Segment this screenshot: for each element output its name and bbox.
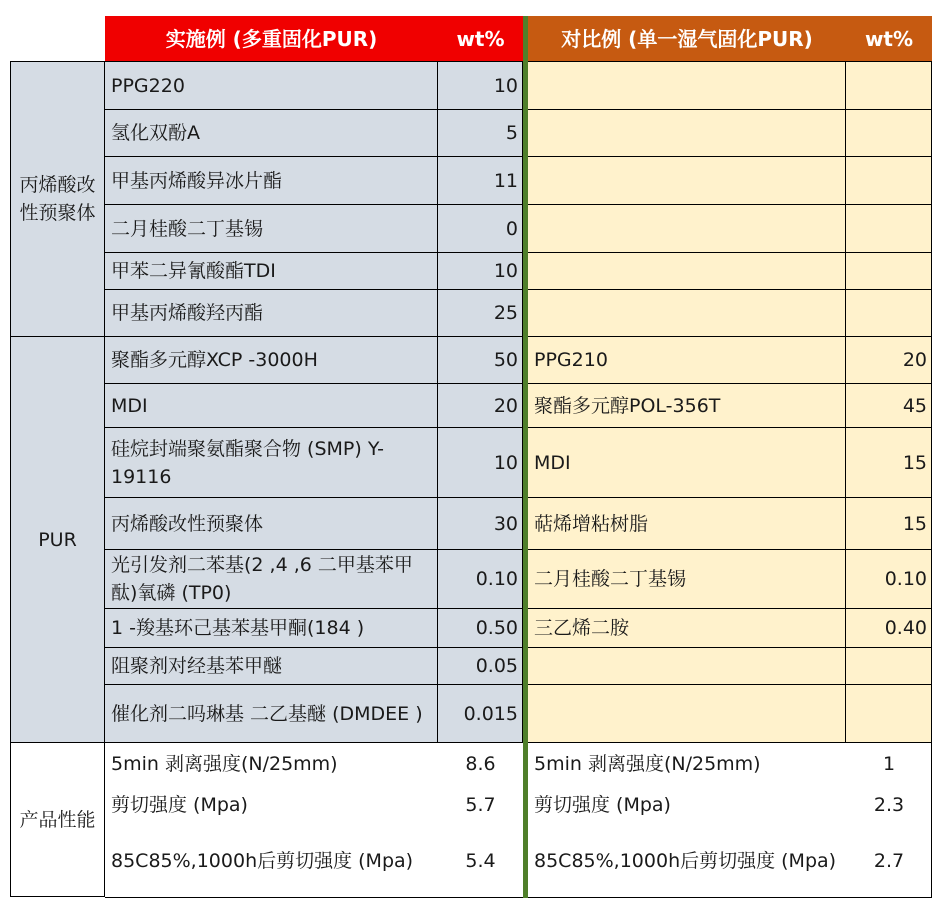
left-performance-value: 8.6 xyxy=(438,743,523,785)
left-component-value: 11 xyxy=(438,157,523,205)
left-component-name: MDI xyxy=(105,384,438,428)
left-component-value: 10 xyxy=(438,428,523,498)
left-performance-name: 85C85%,1000h后剪切强度 (Mpa) xyxy=(105,825,438,897)
left-component-name: 阻聚剂对经基苯甲醚 xyxy=(105,648,438,685)
right-performance-name: 剪切强度 (Mpa) xyxy=(528,785,846,825)
right-component-name: 萜烯增粘树脂 xyxy=(528,498,846,550)
left-component-value: 0.50 xyxy=(438,609,523,648)
right-performance-value: 1 xyxy=(846,743,932,785)
right-empty-name-cell xyxy=(528,685,846,743)
left-component-value: 10 xyxy=(438,253,523,290)
right-component-name: PPG210 xyxy=(528,337,846,384)
right-empty-name-cell xyxy=(528,648,846,685)
left-component-value: 0.05 xyxy=(438,648,523,685)
right-component-value: 0.40 xyxy=(846,609,932,648)
left-performance-value: 5.4 xyxy=(438,825,523,897)
group-label-pur: PUR xyxy=(10,337,105,743)
right-performance-name: 5min 剥离强度(N/25mm) xyxy=(528,743,846,785)
right-empty-value-cell xyxy=(846,157,932,205)
right-outer-border xyxy=(931,61,932,898)
left-component-name: 光引发剂二苯基(2 ,4 ,6 二甲基苯甲酞)氧磷 (TP0) xyxy=(105,550,438,609)
right-component-name: 聚酯多元醇POL-356T xyxy=(528,384,846,428)
right-component-value: 15 xyxy=(846,498,932,550)
right-empty-value-cell xyxy=(846,253,932,290)
right-component-name: MDI xyxy=(528,428,846,498)
right-empty-name-cell xyxy=(528,253,846,290)
right-performance-value: 2.3 xyxy=(846,785,932,825)
left-component-name: 氢化双酚A xyxy=(105,110,438,157)
left-component-value: 30 xyxy=(438,498,523,550)
left-performance-name: 5min 剥离强度(N/25mm) xyxy=(105,743,438,785)
right-component-value: 45 xyxy=(846,384,932,428)
right-empty-name-cell xyxy=(528,290,846,337)
right-empty-value-cell xyxy=(846,110,932,157)
right-empty-name-cell xyxy=(528,205,846,253)
left-unit-header: wt% xyxy=(438,16,523,61)
right-empty-value-cell xyxy=(846,685,932,743)
right-empty-value-cell xyxy=(846,61,932,110)
right-component-value: 15 xyxy=(846,428,932,498)
right-component-name: 二月桂酸二丁基锡 xyxy=(528,550,846,609)
left-component-value: 50 xyxy=(438,337,523,384)
right-empty-value-cell xyxy=(846,290,932,337)
bottom-border xyxy=(105,897,932,898)
left-component-value: 20 xyxy=(438,384,523,428)
group-label-performance: 产品性能 xyxy=(10,743,105,897)
right-empty-name-cell xyxy=(528,61,846,110)
right-performance-value: 2.7 xyxy=(846,825,932,897)
right-component-name: 三乙烯二胺 xyxy=(528,609,846,648)
right-empty-name-cell xyxy=(528,157,846,205)
right-empty-name-cell xyxy=(528,110,846,157)
right-empty-value-cell xyxy=(846,648,932,685)
right-component-value: 20 xyxy=(846,337,932,384)
green-divider xyxy=(523,16,528,898)
left-component-name: PPG220 xyxy=(105,61,438,110)
right-unit-header: wt% xyxy=(846,16,932,61)
left-component-value: 25 xyxy=(438,290,523,337)
left-performance-name: 剪切强度 (Mpa) xyxy=(105,785,438,825)
right-empty-value-cell xyxy=(846,205,932,253)
left-component-value: 5 xyxy=(438,110,523,157)
left-component-value: 0 xyxy=(438,205,523,253)
left-component-name: 催化剂二吗琳基 二乙基醚 (DMDEE ) xyxy=(105,685,438,743)
left-component-name: 1 -羧基环己基苯基甲酮(184 ) xyxy=(105,609,438,648)
left-component-name: 甲基丙烯酸羟丙酯 xyxy=(105,290,438,337)
group-label-prepolymer: 丙烯酸改性预聚体 xyxy=(10,61,105,337)
left-performance-value: 5.7 xyxy=(438,785,523,825)
left-component-name: 甲苯二异氰酸酯TDI xyxy=(105,253,438,290)
left-component-value: 0.015 xyxy=(438,685,523,743)
right-component-value: 0.10 xyxy=(846,550,932,609)
left-component-name: 丙烯酸改性预聚体 xyxy=(105,498,438,550)
right-table-title: 对比例 (单一湿气固化PUR) xyxy=(528,16,846,61)
left-component-name: 二月桂酸二丁基锡 xyxy=(105,205,438,253)
left-component-name: 硅烷封端聚氨酯聚合物 (SMP) Y-19116 xyxy=(105,428,438,498)
right-performance-name: 85C85%,1000h后剪切强度 (Mpa) xyxy=(528,825,846,897)
left-component-name: 聚酯多元醇XCP -3000H xyxy=(105,337,438,384)
left-component-name: 甲基丙烯酸异冰片酯 xyxy=(105,157,438,205)
left-component-value: 10 xyxy=(438,61,523,110)
left-table-title: 实施例 (多重固化PUR) xyxy=(105,16,438,61)
left-component-value: 0.10 xyxy=(438,550,523,609)
